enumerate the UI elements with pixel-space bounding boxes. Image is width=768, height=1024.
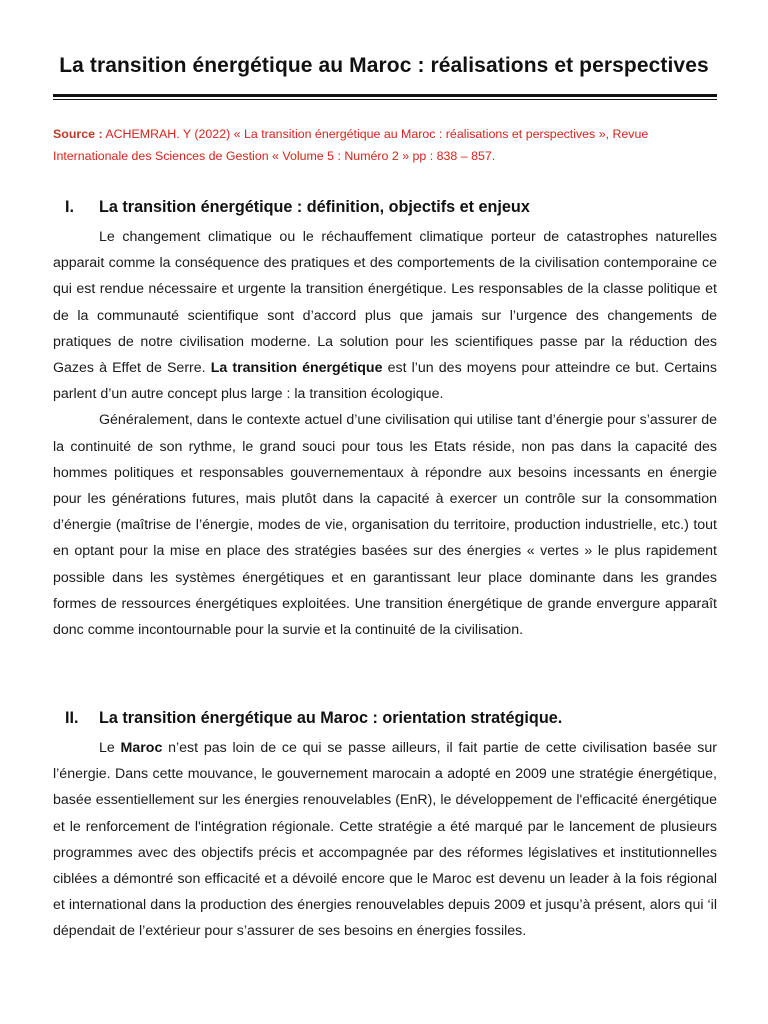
paragraph-text: Le changement climatique ou le réchauffement climatique porteur de catastrophes naturelles apparait comme la conséquence des pratiques et des comportements de la civilisation contemporaine ce qui est rendue nécessaire et urgente la transition énergétique. Les responsables de la classe politique et de la communauté scientifique sont d’accord plus que jamais sur l’urgence des changements de pratiques de notre civilisation moderne. La solution pour les scientifiques passe par la réduction des Gazes à Effet de Serre. xyxy=(53,229,717,377)
emphasis-term: Maroc xyxy=(120,740,163,756)
section-2-body xyxy=(53,735,717,945)
section-2-number: II. xyxy=(65,709,79,727)
section-2-title: La transition énergétique au Maroc : orientation stratégique. xyxy=(99,709,563,727)
source-citation xyxy=(53,123,717,167)
emphasis-term: La transition énergétique xyxy=(210,360,383,377)
section-1-body xyxy=(53,224,717,643)
title-divider-thin xyxy=(53,99,717,100)
paragraph-text: Le xyxy=(99,740,115,756)
section-1-number: I. xyxy=(65,198,74,216)
section-1-title: La transition énergétique : définition, objectifs et enjeux xyxy=(99,198,530,216)
section-1-paragraph-1 xyxy=(53,224,717,407)
source-label: Source : xyxy=(53,127,103,141)
section-2-heading xyxy=(53,709,717,728)
section-1-heading xyxy=(53,198,717,217)
section-1-paragraph-2: Généralement, dans le contexte actuel d’une civilisation qui utilise tant d’énergie pour s’assurer de la continuité de son rythme, le grand souci pour tous les Etats réside, non pas dans la capacité des hommes politiques et responsables gouvernementaux à répondre aux besoins incessants en énergie pour les générations futures, mais plutôt dans la capacité à exercer un contrôle sur la consommation d’énergie (maîtrise de l’énergie, modes de vie, organisation du territoire, production industrielle, etc.) tout en optant pour la mise en place des stratégies basées sur des énergies « vertes » le plus rapidement possible dans les systèmes énergétiques et en garantissant leur place dominante dans les grandes formes de ressources énergétiques exploitées. Une transition énergétique de grande envergure apparaît donc comme incontournable pour la survie et la continuité de la civilisation. xyxy=(53,412,717,639)
paragraph-text: n’est pas loin de ce qui se passe ailleurs, il fait partie de cette civilisation basée sur l’énergie. Dans cette mouvance, le gouvernement marocain a adopté en 2009 une stratégie énergétique, basée essentiellement sur les énergies renouvelables (EnR), le développement de l'efficacité énergétique et le renforcement de l'intégration régionale. Cette stratégie a été marqué par le lancement de plusieurs programmes avec des objectifs précis et accompagnée par des réformes législatives et institutionnelles ciblées a démontré son efficacité et a dévoilé encore que le Maroc est devenu un leader à la fois régional et international dans la production des énergies renouvelables depuis 2009 et jusqu’à présent, alors qui ‘il dépendait de l’extérieur pour s’assurer de ses besoins en énergies fossiles. xyxy=(53,740,717,940)
paragraph-text: est l’un des moyens pour atteindre ce but. Certains parlent d’un autre concept plus large : la transition écologique. xyxy=(53,360,717,403)
source-reference: ACHEMRAH. Y (2022) « La transition énergétique au Maroc : réalisations et perspectives », Revue Internationale des Sciences de Gestion « Volume 5 : Numéro 2 » pp : 838 – 857. xyxy=(53,127,649,163)
document-title: La transition énergétique au Maroc : réalisations et perspectives xyxy=(59,54,709,77)
section-2-paragraph-1 xyxy=(53,735,717,945)
title-divider-thick xyxy=(53,94,717,97)
